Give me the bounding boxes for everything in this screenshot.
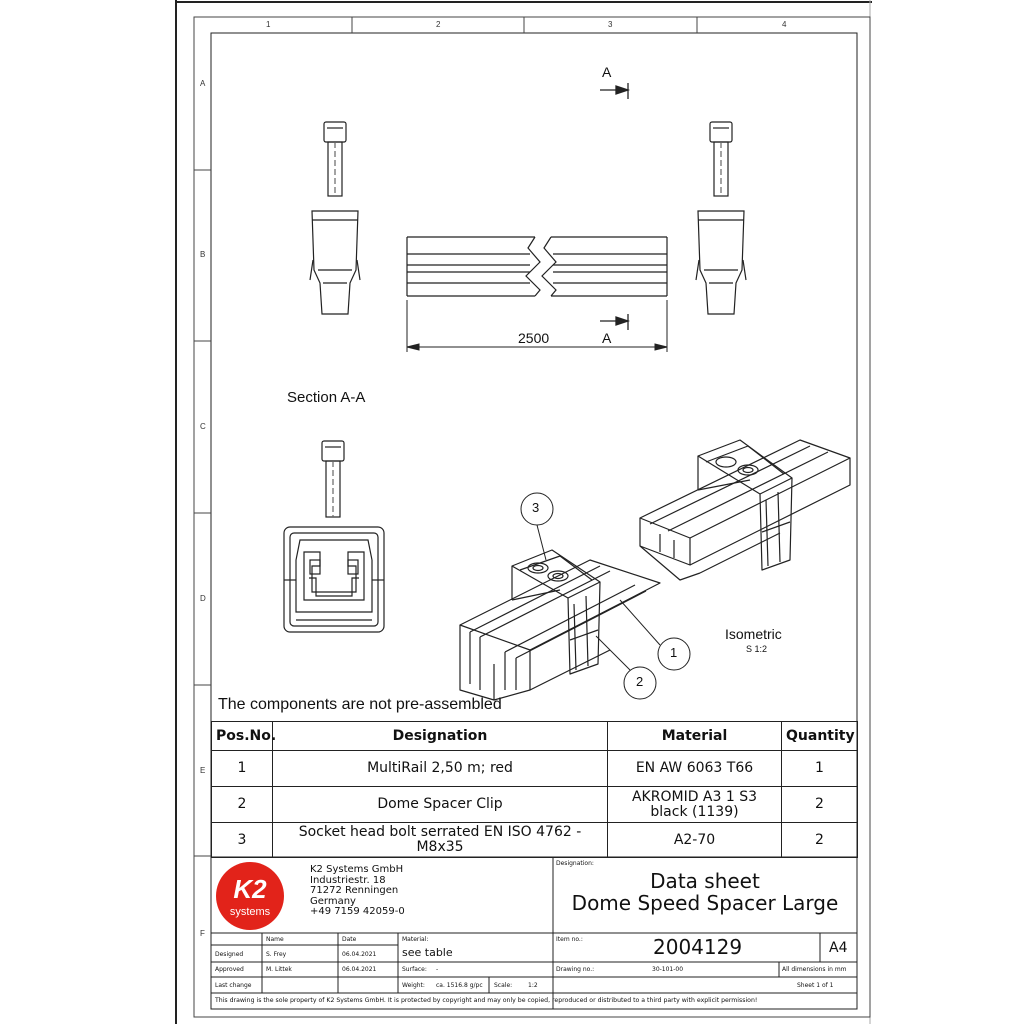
company-name: K2 Systems GmbH [310,864,404,875]
bom-header-pos: Pos.No. [212,722,273,751]
assembly-note: The components are not pre-assembled [218,696,502,713]
zone-row-f: F [200,929,205,938]
drawing-no-label: Drawing no.: [556,966,595,973]
company-street: Industriestr. 18 [310,874,386,886]
units-note: All dimensions in mm [782,966,847,973]
last-change-label: Last change [215,982,252,989]
bom-table [211,721,858,858]
zone-col-2: 2 [436,20,441,29]
weight-label: Weight: [402,982,425,989]
section-label: Section A-A [287,389,366,406]
section-marker-bottom: A [602,330,612,346]
isometric-scale: S 1:2 [746,644,768,654]
bom-header-quantity: Quantity [782,722,858,751]
designed-name: S. Frey [266,951,287,958]
col-date-header: Date [342,936,357,943]
paper-format: A4 [829,940,848,956]
approved-date: 06.04.2021 [342,966,377,973]
bom-pos: 3 [212,823,273,858]
zone-row-e: E [200,766,206,775]
logo-text: K2 [233,874,267,904]
title-line-2: Dome Speed Spacer Large [571,891,839,915]
company-address [310,865,405,918]
zone-col-1: 1 [266,20,271,29]
logo-subtext: systems [229,906,271,918]
company-logo [216,862,284,930]
sheet-number: Sheet 1 of 1 [797,982,834,989]
table-row [212,787,858,823]
item-number: 2004129 [653,935,743,959]
callout-3: 3 [532,500,540,515]
bom-pos: 2 [212,787,273,823]
section-marker-top: A [602,64,612,80]
weight-value: ca. 1516.8 g/pc [436,982,483,989]
bom-header-material: Material [608,722,782,751]
bom-quantity: 2 [782,787,858,823]
designation-label: Designation: [556,860,594,867]
bom-quantity: 2 [782,823,858,858]
drawing-title [553,870,857,914]
dimension-length: 2500 [518,330,550,346]
approved-label: Approved [215,966,244,973]
surface-value: - [436,966,439,973]
company-country: Germany [310,895,356,907]
zone-col-3: 3 [608,20,613,29]
bom-header-row [212,722,858,751]
zone-row-b: B [200,250,206,259]
table-row [212,823,858,858]
table-row [212,751,858,787]
title-line-1: Data sheet [650,869,760,893]
bom-designation: MultiRail 2,50 m; red [273,751,608,787]
bom-designation: Dome Spacer Clip [273,787,608,823]
callout-1: 1 [670,645,678,660]
col-name-header: Name [266,936,284,943]
scale-label: Scale: [494,982,513,989]
company-city: 71272 Renningen [310,885,399,896]
isometric-label: Isometric [725,626,782,642]
bom-header-designation: Designation [273,722,608,751]
company-phone: +49 7159 42059-0 [310,906,405,917]
bom-material: AKROMID A3 1 S3 black (1139) [608,787,782,823]
zone-row-c: C [200,422,206,431]
copyright-notice: This drawing is the sole property of K2 Systems GmbH. It is protected by copyright and may only be copied, reproduced or distributed to a third party with explicit permission! [215,997,758,1004]
bom-pos: 1 [212,751,273,787]
drawing-number: 30-101-00 [652,966,684,973]
bom-quantity: 1 [782,751,858,787]
callout-2: 2 [636,674,644,689]
bom-designation: Socket head bolt serrated EN ISO 4762 - M8x35 [273,823,608,858]
zone-col-4: 4 [782,20,787,29]
item-no-label: Item no.: [556,936,583,943]
bom-material: EN AW 6063 T66 [608,751,782,787]
approved-name: M. Littek [266,966,292,973]
surface-label: Surface: [402,966,427,973]
designed-label: Designed [215,951,244,958]
scale-value: 1:2 [528,982,538,989]
material-label: Material: [402,936,429,943]
zone-row-a: A [200,79,206,88]
designed-date: 06.04.2021 [342,951,377,958]
material-value: see table [402,946,453,959]
bom-material: A2-70 [608,823,782,858]
zone-row-d: D [200,594,206,603]
